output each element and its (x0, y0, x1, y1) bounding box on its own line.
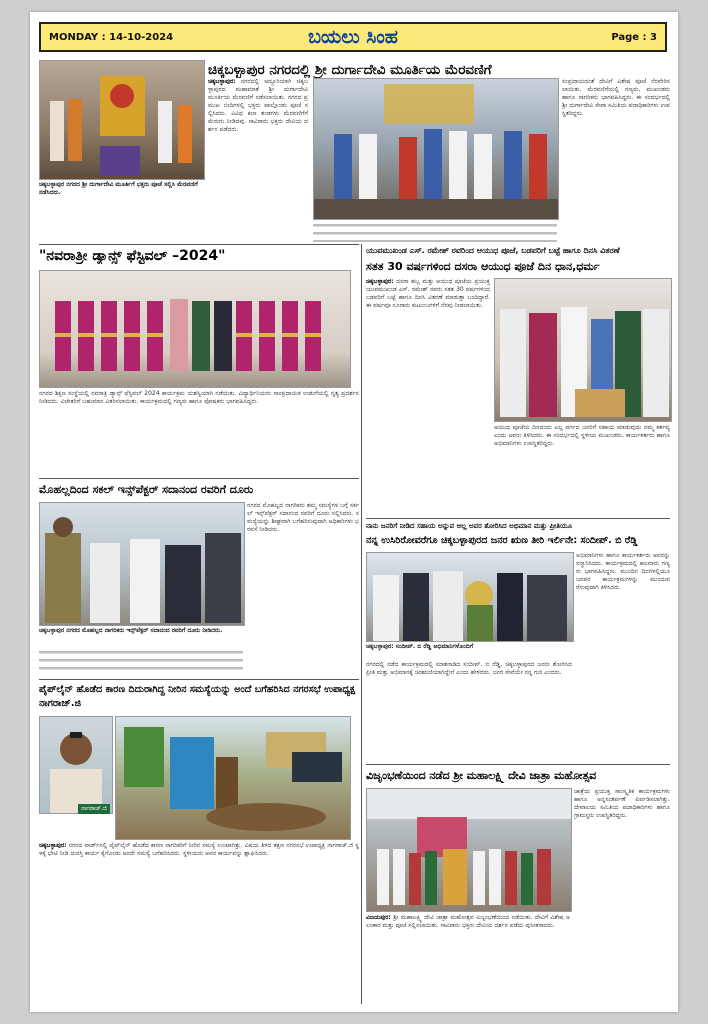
story4-body (39, 842, 359, 1002)
story1-body-text: ನಗರದಲ್ಲಿ ಅದ್ದೂರಿಯಾಗಿ ಚಿಕ್ಕಬಳ್ಳಾಪುರದ ಮಹಾಮಾತೆ ಶ್ರೀ ದುರ್ಗಾದೇವಿ ಮೂರ್ತಿಯ ಮೆರವಣಿಗೆ ನಡೆಸಲಾಯಿತು. ನಗರದ ಪ್ರಮುಖ ಬೀದಿಗಳಲ್ಲಿ ಭಕ್ತರು ಪಾಲ್ಗೊಂಡು ಪೂಜೆ ಸಲ್ಲಿಸಿದರು. ವಿವಿಧ ಕಲಾ ತಂಡಗಳು ಮೆರವಣಿಗೆಗೆ ಮೆರುಗು ನೀಡಿದವು. ಸಾವಿರಾರು ಭಕ್ತರು ದೇವಿಯ ದರ್ಶನ ಪಡೆದರು. (208, 78, 308, 133)
story5-body-right: ಆಯುಧ ಪೂಜೆಯ ದಿನದಂದು ಎಲ್ಲ ವರ್ಗದ ಜನರಿಗೆ ಸಹಾಯ ಮಾಡುವುದು ನಮ್ಮ ಕರ್ತವ್ಯ ಎಂದು ಅವರು ತಿಳಿಸಿದರು. ಈ ಸಂದರ್ಭದಲ್ಲಿ ಸ್ಥಳೀಯ ಮುಖಂಡರು, ಕಾರ್ಯಕರ್ತರು ಹಾಗೂ ಅಭಿಮಾನಿಗಳು ಉಪಸ್ಥಿತರಿದ್ದರು. (494, 424, 670, 447)
story7-dateline: ವಿಜಯಪುರ: (366, 914, 391, 921)
story1-body-right: ಸಂಪ್ರದಾಯದಂತೆ ದೇವಿಗೆ ವಿಶೇಷ ಪೂಜೆ ನೆರವೇರಿಸಲಾಯಿತು. ಮೆರವಣಿಗೆಯಲ್ಲಿ ಗಣ್ಯರು, ಮುಖಂಡರು ಹಾಗೂ ನಾಗರಿಕರು ಭಾಗವಹಿಸಿದ್ದರು. ಈ ಸಂದರ್ಭದಲ್ಲಿ ಶ್ರೀ ದುರ್ಗಾದೇವಿ ಸೇವಾ ಸಮಿತಿಯ ಪದಾಧಿಕಾರಿಗಳು ಉಪಸ್ಥಿತರಿದ್ದರು. (562, 78, 670, 117)
divider-3 (39, 679, 359, 680)
story2-body: ನಗರದ ಶಿಕ್ಷಣ ಸಂಸ್ಥೆಯಲ್ಲಿ ನವರಾತ್ರಿ ಡ್ಯಾನ್ಸ್ ಫೆಸ್ಟಿವಲ್ 2024 ಕಾರ್ಯಕ್ರಮ ಯಶಸ್ವಿಯಾಗಿ ನಡೆಯಿತು. ವಿದ್ಯಾರ್ಥಿನಿಯರು ಸಾಂಪ್ರದಾಯಿಕ ಉಡುಗೆಯಲ್ಲಿ ನೃತ್ಯ ಪ್ರದರ್ಶನ ನೀಡಿದರು. ವಿಜೇತರಿಗೆ ಬಹುಮಾನ ವಿತರಿಸಲಾಯಿತು. ಕಾರ್ಯಕ್ರಮದಲ್ಲಿ ಗಣ್ಯರು ಹಾಗೂ ಪೋಷಕರು ಭಾಗವಹಿಸಿದ್ದರು. (39, 390, 359, 405)
story4-photo-portrait (39, 716, 113, 814)
story6-body-right: ಅಭಿಮಾನಿಗಳು ಹಾಗೂ ಕಾರ್ಯಕರ್ತರು ಅವರನ್ನು ಸನ್ಮಾನಿಸಿದರು. ಕಾರ್ಯಕ್ರಮದಲ್ಲಿ ಹಲವಾರು ಗಣ್ಯರು ಭಾಗವಹಿಸಿದ್ದರು. ಮುಂದಿನ ದಿನಗಳಲ್ಲಿಯೂ ಜನಪರ ಕಾರ್ಯಕ್ರಮಗಳನ್ನು ಮುಂದುವರೆಸುವುದಾಗಿ ತಿಳಿಸಿದರು. (576, 552, 670, 591)
issue-date: MONDAY : 14-10-2024 (49, 32, 174, 43)
divider-4 (366, 518, 670, 519)
story5-body (366, 278, 490, 514)
story2-photo-dancers (39, 270, 351, 388)
story7-body-text: ಶ್ರೀ ಮಹಾಲಕ್ಷ್ಮಿ ದೇವಿ ಜಾತ್ರಾ ಮಹೋತ್ಸವ ವಿಜೃಂಭಣೆಯಿಂದ ನಡೆಯಿತು. ದೇವಿಗೆ ವಿಶೇಷ ಅಲಂಕಾರ ಮತ್ತು ಪೂಜೆ ಸಲ್ಲಿಸಲಾಯಿತು. ಸಾವಿರಾರು ಭಕ್ತರು ದೇವಿಯ ದರ್ಶನ ಪಡೆದು ಪುನೀತರಾದರು. (366, 914, 570, 929)
page-number: Page : 3 (611, 32, 657, 43)
story5-photo-distribution (494, 278, 672, 422)
story7-body-right: ಜಾತ್ರೆಯ ಪ್ರಯುಕ್ತ ಸಾಂಸ್ಕೃತಿಕ ಕಾರ್ಯಕ್ರಮಗಳು ಹಾಗೂ ಅನ್ನಸಂತರ್ಪಣೆ ಏರ್ಪಡಿಸಲಾಗಿತ್ತು. ದೇವಾಲಯ ಸಮಿತಿಯ ಪದಾಧಿಕಾರಿಗಳು ಹಾಗೂ ಗ್ರಾಮಸ್ಥರು ಉಪಸ್ಥಿತರಿದ್ದರು. (574, 788, 670, 819)
story1-body (208, 78, 308, 242)
story3-body: ನಗರದ ಮೊಹಲ್ಲದ ನಾಗರಿಕರು ತಮ್ಮ ಸಮಸ್ಯೆಗಳ ಬಗ್ಗೆ ಸರ್ಕಲ್ ಇನ್ಸ್‌ಪೆಕ್ಟರ್ ಸದಾನಂದ ರವರಿಗೆ ದೂರು ಸಲ್ಲಿಸಿದರು. ಸಮಸ್ಯೆಯನ್ನು ಶೀಘ್ರವಾಗಿ ಬಗೆಹರಿಸುವುದಾಗಿ ಅಧಿಕಾರಿಗಳು ಭರವಸೆ ನೀಡಿದರು. (247, 502, 359, 533)
newspaper-title: ಬಯಲು ಸಿಂಹ (308, 26, 398, 48)
story3-photo-meeting (39, 502, 245, 626)
newspaper-page (30, 12, 678, 1012)
story6-caption: ಚಿಕ್ಕಬಳ್ಳಾಪುರ: ಸಂದೀಪ್. ಬಿ ರೆಡ್ಡಿ ಅಭಿಮಾನಿಗಳೊಂದಿಗೆ (366, 643, 474, 650)
story1-continued-text (313, 222, 557, 242)
story1-photo-deity (39, 60, 205, 180)
story6-headline: ನನ್ನ ಉಸಿರಿರೋವರೆಗೂ ಚಿಕ್ಕಬಳ್ಳಾಪುರದ ಜನರ ಋಣ ತೀರಿ ಇರ್ಲಿನೇ: ಸಂದೀಪ್. ಬಿ ರೆಡ್ಡಿ (366, 535, 638, 546)
story6-body: ನಗರದಲ್ಲಿ ನಡೆದ ಕಾರ್ಯಕ್ರಮದಲ್ಲಿ ಮಾತನಾಡಿದ ಸಂದೀಪ್. ಬಿ ರೆಡ್ಡಿ, ಚಿಕ್ಕಬಳ್ಳಾಪುರದ ಜನರು ತೋರಿಸಿದ ಪ್ರೀತಿ ಮತ್ತು ಅಭಿಮಾನಕ್ಕೆ ಚಿರಋಣಿಯಾಗಿದ್ದೇನೆ ಎಂದು ಹೇಳಿದರು. ಜನರ ಸೇವೆಯೇ ನನ್ನ ಗುರಿ ಎಂದರು. (366, 661, 572, 676)
story7-body (366, 914, 570, 1004)
story5-headline: ಸತತ 30 ವರ್ಷಗಳಿಂದ ದಸರಾ ಆಯುಧ ಪೂಜೆ ದಿನ ಧಾನ,ಧರ್ಮ (366, 260, 600, 273)
divider-vertical-1 (361, 244, 362, 1004)
story1-dateline: ಚಿಕ್ಕಬಳ್ಳಾಪುರ: (208, 78, 236, 85)
story4-body-text: ನಗರದ ವಾರ್ಡ್‌ನಲ್ಲಿ ಪೈಪ್‌ಲೈನ್ ಹೊಡೆದ ಕಾರಣ ನಾಗರಿಕರಿಗೆ ನೀರಿನ ಸಮಸ್ಯೆ ಉಂಟಾಗಿತ್ತು. ವಿಷಯ ತಿಳಿದ ತಕ್ಷಣ ನಗರಸಭೆ ಉಪಾಧ್ಯಕ್ಷ ನಾಗರಾಜ್.ಜಿ ಸ್ಥಳಕ್ಕೆ ಭೇಟಿ ನೀಡಿ ದುರಸ್ತಿ ಕಾರ್ಯ ಕೈಗೊಂಡು ಅಂದೇ ಸಮಸ್ಯೆ ಬಗೆಹರಿಸಿದರು. ಸ್ಥಳೀಯರು ಅವರ ಕಾರ್ಯವನ್ನು ಶ್ಲಾಘಿಸಿದರು. (39, 842, 359, 857)
story1-photo-procession (313, 78, 559, 220)
story6-photo-felicitation (366, 552, 574, 642)
story5-body-text: ದಸರಾ ಹಬ್ಬ ಮತ್ತು ಆಯುಧ ಪೂಜೆಯ ಪ್ರಯುಕ್ತ ಯುವಮುಖಂಡ ಎಸ್. ರಮೇಶ್ ರವರು ಸತತ 30 ವರ್ಷಗಳಿಂದ ಬಡವರಿಗೆ ಬಟ್ಟೆ ಹಾಗೂ ದಿನಸಿ ವಿತರಣೆ ಮಾಡುತ್ತಾ ಬಂದಿದ್ದಾರೆ. ಈ ವರ್ಷವೂ ನೂರಾರು ಕುಟುಂಬಗಳಿಗೆ ನೆರವು ನೀಡಲಾಯಿತು. (366, 278, 490, 309)
story1-caption: ಚಿಕ್ಕಬಳ್ಳಾಪುರ ನಗರದ ಶ್ರೀ ದುರ್ಗಾದೇವಿ ಮೂರ್ತಿಗೆ ಭಕ್ತರು ಪೂಜೆ ಸಲ್ಲಿಸಿ ಮೆರವಣಿಗೆ ನಡೆಸಿದರು. (39, 181, 198, 196)
story2-headline: "ನವರಾತ್ರೀ ಡ್ಯಾನ್ಸ್ ಫೆಸ್ಟಿವಲ್ –2024" (39, 248, 226, 264)
story4-name-badge: ನಾಗರಾಜ್.ಜಿ (78, 804, 110, 814)
story3-headline: ಮೊಹಲ್ಲದಿಂದ ಸಕಲ್ ಇನ್ಸ್‌ಪೆಕ್ಟರ್ ಸದಾನಂದ ರವರಿಗೆ ದೂರು (39, 483, 254, 496)
story5-kicker: ಯುವಮುಖಂಡ ಎಸ್. ರಮೇಶ್ ರವರಿಂದ ಆಯುಧ ಪೂಜೆ, ಬಡವರಿಗೆ ಬಟ್ಟೆ ಹಾಗೂ ದಿನಸಿ ವಿತರಣೆ (366, 246, 620, 255)
divider-1 (39, 244, 359, 245)
masthead (39, 22, 667, 52)
story4-photo-site (115, 716, 351, 840)
story4-dateline: ಚಿಕ್ಕಬಳ್ಳಾಪುರ: (39, 842, 67, 849)
story7-headline: ವಿಜೃಂಭಣೆಯಿಂದ ನಡೆದ ಶ್ರೀ ಮಹಾಲಕ್ಷ್ಮಿ ದೇವಿ ಜಾತ್ರಾ ಮಹೋತ್ಸವ (366, 769, 597, 782)
divider-5 (366, 764, 670, 765)
story3-caption: ಚಿಕ್ಕಬಳ್ಳಾಪುರ ನಗರದ ಮೊಹಲ್ಲದ ನಾಗರಿಕರು ಇನ್ಸ್‌ಪೆಕ್ಟರ್ ಸದಾನಂದ ರವರಿಗೆ ದೂರು ನೀಡಿದರು. (39, 627, 223, 634)
story6-kicker: ನಾನು ಜನರಿಗೆ ನೀಡಿದ ಸಹಾಯ ಅನ್ನುವ ಅಲ್ಲ ಅವರ ತೋರಿಸಿದ ಅಭಿಮಾನ ಮತ್ತು ಪ್ರೀತಿಯೂ (366, 522, 572, 530)
story7-photo-jatra (366, 788, 572, 912)
story3-continued-text (39, 649, 243, 675)
story1-headline: ಚಿಕ್ಕಬಳ್ಳಾಪುರ ನಗರದಲ್ಲಿ ಶ್ರೀ ದುರ್ಗಾದೇವಿ ಮೂರ್ತಿಯ ಮೆರವಣಿಗೆ (208, 62, 492, 78)
story4-headline: ಪೈಪ್‌ಲೈನ್ ಹೊಡೆದ ಕಾರಣ ದಿದುರಾಗಿದ್ದ ನೀರಿನ ಸಮಸ್ಯೆಯನ್ನು ಅಂದೆ ಬಗೆಹರಿಸಿದ ನಗರಸಭೆ ಉಪಾಧ್ಯಕ್ಷ ನಾಗರಾಜ್.ಜಿ (39, 684, 356, 709)
divider-2 (39, 478, 359, 479)
story5-dateline: ಚಿಕ್ಕಬಳ್ಳಾಪುರ: (366, 278, 394, 285)
